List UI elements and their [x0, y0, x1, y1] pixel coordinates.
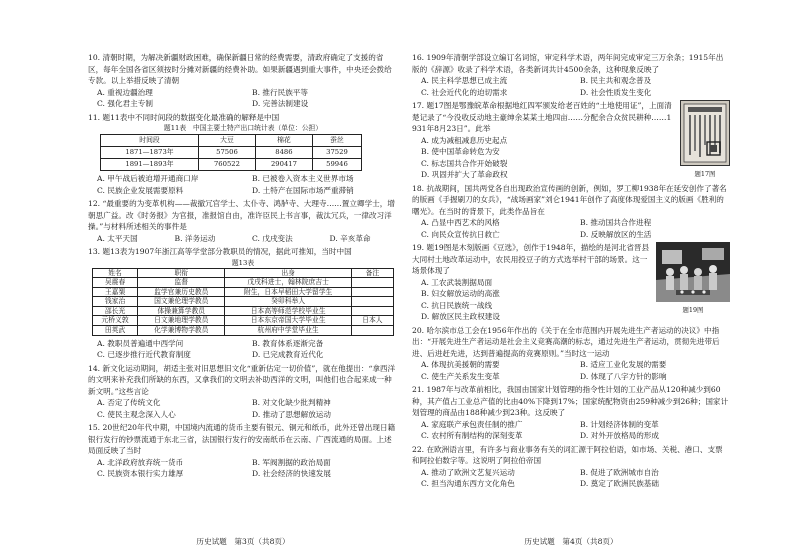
option-a: A. 太平天国 [97, 233, 138, 243]
option-a: A. 家庭联产承包责任制的推广 [421, 419, 523, 429]
question-16 [412, 52, 730, 98]
answer-options [88, 457, 398, 480]
table-cell: 59946 [312, 159, 361, 171]
table-cell: 日本高等师范学校毕业生 [225, 306, 351, 316]
answer-options [412, 419, 730, 442]
option-a: A. 北洋政府放弃统一货币 [97, 457, 184, 467]
table-cell: 1891—1893年 [101, 159, 199, 171]
table-cell: 钱家治 [93, 297, 138, 307]
question-19 [412, 242, 730, 323]
table-row [101, 147, 362, 159]
option-d: D. 对外开放格局的形成 [580, 431, 659, 440]
option-c: C. 民族资本银行实力雄厚 [97, 469, 184, 479]
question-stem: 21. 1987年与改革前相比，我国由国家计划管理的指令性计划的工业产品从120种减少到60种，其产值占工业总产值的比由40%下降到17%；国家统配物资由259种减少到26种；国家计划管理的商品由188种减少到23种。这反映了 [412, 385, 729, 417]
table-cell [351, 306, 393, 316]
question-stem: 14. 新文化运动期间，胡适主张对旧思想旧文化“重新估定一切价值”，就在他提出：“拿西洋的文明来补充我们所缺的东西，又拿我们的文明去补助西洋的文明，叫他们也合起来成一种新文明。”这些言论 [88, 363, 396, 396]
option-d: D. 社会经济的快速发展 [252, 469, 331, 479]
table-row [93, 278, 394, 288]
option-d: D. 解放区民主政权建设 [421, 312, 500, 321]
table-header-row [93, 268, 394, 278]
table-cell: 戊戌科进士，翰林院庶吉士 [225, 278, 351, 288]
question-stem: 22. 在欧洲语言里，有许多与商业事务有关的词汇源于阿拉伯语，如市场、关税、港口、支票和阿拉伯数字等。这说明了阿拉伯帝国 [412, 444, 723, 465]
question-13 [88, 246, 398, 361]
table-header-cell: 备注 [351, 268, 393, 278]
option-b: B. 计划经济体制的变革 [580, 419, 659, 429]
table-row [93, 287, 394, 297]
table-row [93, 326, 394, 336]
option-b: B. 民主共和观念普及 [580, 76, 652, 85]
question-21 [412, 384, 730, 442]
question-stem: 19. 题19图是木刻版画《豆选》，创作于1948年，描绘的是河北省晋县大同村土地改革运动中，农民用投豆子的方式选举村干部的场景。这一场景体现了 [412, 243, 650, 275]
answer-options [412, 135, 674, 181]
option-b: B. 教育体系逐渐完备 [252, 338, 324, 348]
table-cell: 元桥义敦 [93, 316, 138, 326]
option-c: C. 抗日民族统一战线 [421, 300, 493, 310]
question-stem: 20. 哈尔滨市总工会在1956年作出的《关于在全市范围内开展先进生产者运动的决议》中指出：“开展先进生产者运动是社会主义竞赛高潮的标志，通过先进生产者运动，贯彻先进带后进、后进赶先进，达到普遍提高的竞赛原则。”当时这一运动 [412, 325, 720, 358]
table-cell: 日本人 [351, 316, 393, 326]
option-b: B. 已被卷入资本主义世界市场 [252, 174, 354, 183]
question-stem: 15. 20世纪20年代中期，中国境内流通的货币主要有银元、铜元和纸币，此外还曾出现日籍银行发行的钞票流通于东北三省，法国银行发行的安南纸币在云南、广西流通的局面。上述局面反映了当时 [88, 423, 396, 456]
option-d: D. 反映解放区的生活 [580, 229, 652, 239]
table-cell: 监督 [138, 278, 225, 288]
question-stem: 17. 题17图是鄂豫皖革命根据地红四军颁发给老百姓的“土地使用证”，上面清楚记录了“今没收反动地主豪绅余某某土地四亩……分配余合众贫民耕种……1931年8月23日”。此举 [412, 101, 672, 133]
option-c: C. 戊戌变法 [252, 233, 293, 243]
option-d: D. 土特产在国际市场严重滞销 [252, 185, 354, 195]
question-22 [412, 444, 730, 490]
table-header-cell: 时间段 [101, 135, 199, 147]
answer-options [412, 217, 730, 240]
option-b: B. 推行民族平等 [252, 87, 308, 97]
option-c: C. 使民主观念深入人心 [97, 409, 176, 419]
table-cell: 王嘉榘 [93, 287, 138, 297]
answer-options [412, 75, 730, 98]
table-row [93, 297, 394, 307]
option-b: B. 军阀割据的政治局面 [252, 457, 331, 467]
question-18 [412, 183, 730, 241]
option-d: D. 完善法制建设 [252, 99, 309, 108]
option-c: C. 标志国共合作开始破裂 [421, 158, 508, 168]
table-header-cell: 姓名 [93, 268, 138, 278]
option-a: A. 重视边疆治理 [97, 87, 153, 97]
table-caption: 题13表 [231, 258, 255, 267]
question-stem: 16. 1909年清朝学部设立编订名词馆，审定科学术语，两年间完成审定三万余条；1915年出版的《辞源》收录了科学术语，各类新词共计4500余条，这种现象反映了 [412, 53, 724, 74]
answer-options [88, 173, 398, 196]
question-stem: 10. 清朝时期，为解决新疆财政困难，确保新疆日常的经费需要，清政府确定了支援的省区，每年全国各省区须按时分摊对新疆的经费补助。如果新疆遇到重大事件，中央还会拨给专款。以上举措反映了清朝 [88, 53, 392, 85]
figure-19 [656, 242, 730, 315]
table-header-cell: 棉花 [255, 135, 312, 147]
option-b: B. 适应工业化发展的需要 [580, 360, 667, 369]
table-cell [351, 297, 393, 307]
table-cell: 日本东京帝国大学毕业生 [225, 316, 351, 326]
option-d: D. 辛亥革命 [329, 233, 371, 243]
figure-17 [680, 100, 730, 179]
option-d: D. 推动了思想解放运动 [252, 409, 331, 419]
answer-options [412, 277, 650, 323]
option-d: D. 已完成教育近代化 [252, 350, 324, 360]
table-row [101, 159, 362, 171]
table-caption: 题11表 中国主要土特产出口统计表（单位：公担） [163, 124, 323, 132]
question-12 [88, 198, 398, 244]
table-cell [351, 287, 393, 297]
table-cell: 57506 [198, 147, 255, 159]
option-b: B. 妇女解放运动的高涨 [421, 289, 500, 298]
table-cell: 附生，日本早稻田大学留学生 [225, 287, 351, 297]
table-cell: 吴震春 [93, 278, 138, 288]
option-d: D. 巩固并扩大了革命政权 [421, 170, 508, 179]
export-table [100, 134, 362, 171]
answer-options [412, 467, 730, 490]
table-cell: 760522 [198, 159, 255, 171]
page-3-column [88, 52, 398, 532]
page-footer: 历史试题 第3页（共8页） [196, 537, 290, 546]
table-cell: 化学兼博物学教员 [138, 326, 225, 336]
option-d: D. 体现了八字方针的影响 [580, 371, 667, 381]
option-a: A. 推动了欧洲文艺复兴运动 [421, 467, 515, 477]
table-cell: 杭州府中学堂毕业生 [225, 326, 351, 336]
table-cell: 监学官兼历史教员 [138, 287, 225, 297]
figure-caption: 题17图 [694, 169, 716, 178]
table-header-row [101, 135, 362, 147]
option-a: A. 甲午战后被迫增开通商口岸 [97, 174, 199, 183]
table-row [93, 316, 394, 326]
option-c: C. 已逐步推行近代教育制度 [97, 350, 191, 360]
option-b: B. 洋务运动 [174, 233, 216, 243]
question-14 [88, 363, 398, 421]
option-b: B. 使中国革命转危为安 [421, 147, 500, 156]
option-b: B. 对文化缺少批判精神 [252, 398, 331, 408]
table-cell: 290417 [255, 159, 312, 171]
table-cell [351, 278, 393, 288]
table-header-cell: 大豆 [198, 135, 255, 147]
option-a: A. 成为减租减息历史起点 [421, 135, 508, 145]
table-cell: 1871—1873年 [101, 147, 199, 159]
question-stem: 18. 抗战期间，国共两党各自出现政治宣传画的创新，例如，罗工柳1938年在延安创作了著名的版画《手握刷刀的女兵》，“战场画家”刘仑1941年创作了高度体现爱国主义的版画《胜利的曙光》。在当时的背景下，此类作品旨在 [412, 183, 727, 216]
question-stem: 12. “最重要的为变革机构——裁撤冗官学士、太仆寺、鸿胪寺、大理寺……置立卿学士，增朝思广益。改《时务报》为官报，准报馆自由，准许臣民上书言事，裁汰冗兵，一律改习洋操。”与材料所述相关的事件是 [88, 199, 395, 231]
staff-table [92, 268, 394, 336]
option-c: C. 农村所有制结构的深刻变革 [421, 431, 523, 440]
table-cell [351, 326, 393, 336]
option-c: C. 民族企业发展需要原料 [97, 185, 184, 195]
answer-options [88, 397, 398, 420]
table-cell: 体操兼算学教员 [138, 306, 225, 316]
table-cell: 8486 [255, 147, 312, 159]
option-a: A. 民主科学思想已成主流 [421, 76, 508, 85]
answer-options [88, 87, 398, 110]
question-20 [412, 325, 730, 383]
option-c: C. 向民众宣传抗日救亡 [421, 229, 500, 239]
option-a: A. 体现抗美援朝的需要 [421, 360, 500, 369]
table-header-cell: 职衔 [138, 268, 225, 278]
option-c: C. 使生产关系发生变革 [421, 371, 500, 381]
option-c: C. 强化君主专制 [97, 99, 153, 108]
question-10 [88, 52, 398, 110]
table-cell: 癸卯科举人 [225, 297, 351, 307]
table-row [93, 306, 394, 316]
option-d: D. 社会性质发生变化 [580, 87, 652, 97]
answer-options [88, 233, 398, 245]
option-d: D. 奠定了欧洲民族基础 [580, 479, 659, 488]
table-cell: 田英武 [93, 326, 138, 336]
question-17 [412, 100, 730, 181]
option-a: A. 工农武装割据局面 [421, 277, 493, 287]
option-a: A. 凸显中西艺术的风格 [421, 218, 500, 227]
option-c: C. 担当沟通东西方文化角色 [421, 479, 515, 488]
answer-options [412, 359, 730, 382]
page-4-column [412, 52, 730, 532]
question-stem: 11. 题11表中不同时间段的数据变化最准确的解释是中国 [88, 112, 280, 122]
bean-election-woodcut-image [656, 242, 730, 302]
answer-options [88, 338, 398, 361]
table-cell: 国文兼伦理学教员 [138, 297, 225, 307]
table-header-cell: 蚕丝 [312, 135, 361, 147]
table-cell: 37529 [312, 147, 361, 159]
question-11 [88, 112, 398, 197]
page-footer: 历史试题 第4页（共8页） [524, 537, 618, 546]
question-stem: 13. 题13表为1907年浙江高等学堂部分教职员的情况，据此可推知，当时中国 [88, 247, 352, 256]
land-certificate-image [680, 100, 730, 166]
option-c: C. 社会近代化的迫切需求 [421, 87, 508, 97]
option-b: B. 促进了欧洲城市自治 [580, 467, 659, 477]
table-cell: 邵长光 [93, 306, 138, 316]
table-cell: 日文兼地理学教员 [138, 316, 225, 326]
table-header-cell: 出身 [225, 268, 351, 278]
option-a: A. 否定了传统文化 [97, 398, 161, 408]
option-b: B. 推动国共合作进程 [580, 218, 652, 227]
question-15 [88, 422, 398, 480]
option-a: A. 教职员普遍通中西学问 [97, 338, 184, 348]
figure-caption: 题19图 [682, 305, 704, 314]
